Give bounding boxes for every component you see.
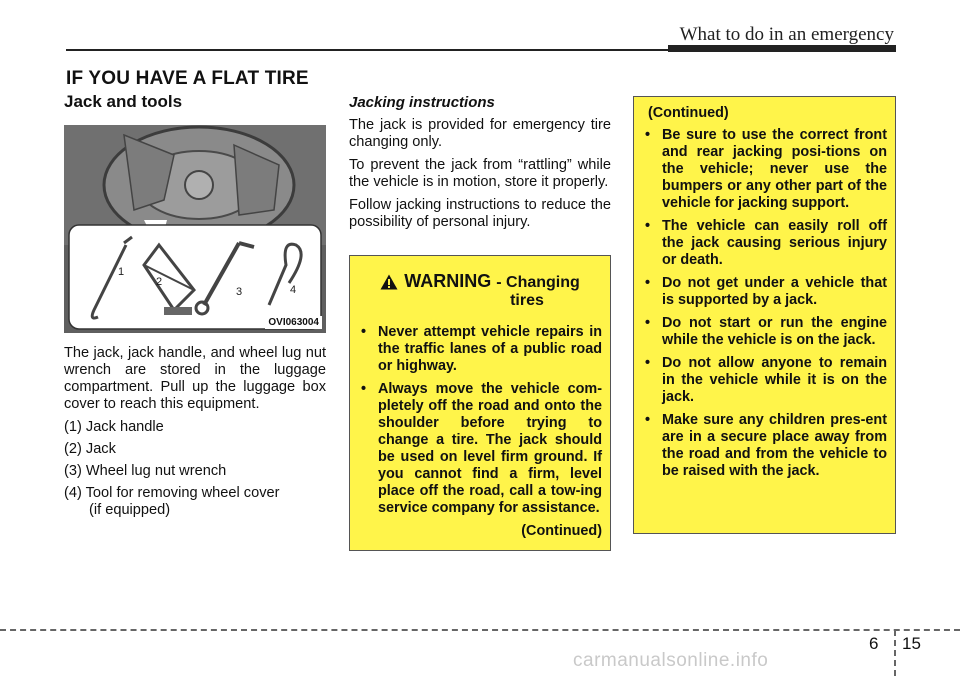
continued-bullet: • Be sure to use the correct front and rear jacking posi-tions on the vehicle; never use the bumpers or any other part of the vehicle for jacking support. xyxy=(642,127,887,212)
continued-bullet: • Do not get under a vehicle that is supported by a jack. xyxy=(642,275,887,309)
list-item xyxy=(64,485,326,519)
continued-list xyxy=(642,127,887,480)
column-jacking-instructions xyxy=(349,92,611,237)
section-title: IF YOU HAVE A FLAT TIRE xyxy=(66,68,309,89)
jack-tools-intro: The jack, jack handle, and wheel lug nut wrench are stored in the luggage compartment. Pull up the luggage box cover to reach this equipment. xyxy=(64,345,326,412)
chapter-number: 6 xyxy=(869,634,879,653)
list-item: (3) Wheel lug nut wrench xyxy=(64,463,227,479)
list-item-text: (4) Tool for removing wheel cover xyxy=(64,485,280,501)
subheading-jacking-instructions: Jacking instructions xyxy=(349,94,495,111)
continued-bullet: • Do not allow anyone to remain in the vehicle while it is on the jack. xyxy=(642,355,887,406)
callout-1: 1 xyxy=(118,266,125,278)
tools-photo xyxy=(64,125,326,333)
page-number: 15 xyxy=(902,634,921,653)
list-item: (1) Jack handle xyxy=(64,419,164,435)
warning-heading xyxy=(358,272,602,310)
continued-bullet: • Do not start or run the engine while the vehicle is on the jack. xyxy=(642,315,887,349)
footer-rule xyxy=(0,629,960,631)
continued-bullet: • Make sure any children pres-ent are in a secure place away from the road and from the vehicle to be raised with the jack. xyxy=(642,412,887,480)
callout-4: 4 xyxy=(290,284,297,296)
warning-continued: (Continued) xyxy=(521,523,602,539)
watermark: carmanualsonline.info xyxy=(573,650,769,671)
list-item-note: (if equipped) xyxy=(89,502,171,518)
tools-illustration xyxy=(64,125,326,333)
warning-list xyxy=(358,324,602,517)
callout-3: 3 xyxy=(236,286,243,298)
jacking-paragraph: To prevent the jack from “rattling” while the vehicle is in motion, store it properly. xyxy=(349,157,611,190)
warning-bullet: • Never attempt vehicle repairs in the traffic lanes of a public road or highway. xyxy=(358,324,602,375)
warning-subtitle-cont: tires xyxy=(510,292,544,309)
warning-box xyxy=(349,255,611,551)
warning-title-block xyxy=(404,272,580,310)
jacking-paragraph: The jack is provided for emergency tire changing only. xyxy=(349,117,611,150)
warning-continued-box xyxy=(633,96,896,534)
warning-subtitle: - Changing xyxy=(496,274,580,291)
header-tab-bar xyxy=(668,45,896,52)
warning-title: WARNING xyxy=(404,271,492,291)
list-item: (2) Jack xyxy=(64,441,116,457)
warning-triangle-icon xyxy=(380,274,398,290)
continued-heading: (Continued) xyxy=(648,105,729,121)
footer-divider xyxy=(894,630,896,676)
photo-label: OVI063004 xyxy=(265,316,322,329)
warning-bullet: • Always move the vehicle com-pletely off the road and onto the shoulder before trying to change a tire. The jack should be used on level firm ground. If you cannot find a firm, level place off the road, call a tow-ing service company for assistance. xyxy=(358,381,602,517)
subheading-jack-and-tools: Jack and tools xyxy=(64,92,183,111)
column-jack-and-tools xyxy=(64,92,326,524)
jacking-paragraph: Follow jacking instructions to reduce the possibility of personal injury. xyxy=(349,197,611,230)
continued-bullet: • The vehicle can easily roll off the jack causing serious injury or death. xyxy=(642,218,887,269)
running-header: What to do in an emergency xyxy=(679,24,894,45)
callout-2: 2 xyxy=(156,276,163,288)
